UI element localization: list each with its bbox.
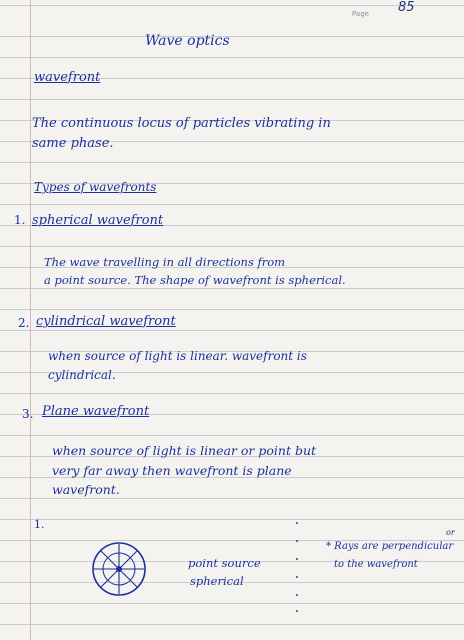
item-heading-3: Plane wavefront <box>42 404 150 419</box>
item-2-line-2: cylindrical. <box>48 368 116 382</box>
figure-note-line-1: * Rays are perpendicular <box>326 541 454 552</box>
item-2-line-1: when source of light is linear. wavefront is <box>48 349 307 363</box>
item-number-1: 1. <box>14 213 26 227</box>
page-title: Wave optics <box>145 33 230 49</box>
definition-line-1: The continuous locus of particles vibrating in <box>32 116 331 131</box>
item-number-3: 3. <box>22 407 34 421</box>
page-number: 85 <box>398 0 415 15</box>
item-3-line-2: very far away then wavefront is plane <box>52 463 292 478</box>
definition-line-2: same phase. <box>32 136 114 151</box>
item-heading-1: spherical wavefront <box>32 213 164 228</box>
section-heading: wavefront <box>34 70 101 85</box>
item-3-line-3: wavefront. <box>52 482 120 497</box>
dotted-divider <box>294 522 300 612</box>
figure-label-line-2: spherical <box>190 574 244 588</box>
figure-note-or: or <box>446 528 455 537</box>
page-label: Page <box>352 10 369 18</box>
item-1-line-1: The wave travelling in all directions from <box>44 255 286 269</box>
figure-note-line-2: to the wavefront <box>334 559 418 570</box>
spherical-wavefront-diagram <box>90 540 148 598</box>
item-heading-2: cylindrical wavefront <box>36 314 176 329</box>
item-number-2: 2. <box>18 316 30 330</box>
figure-number: 1. <box>34 518 45 531</box>
item-1-line-2: a point source. The shape of wavefront is spherical. <box>44 273 346 287</box>
figure-label-line-1: point source <box>188 556 261 570</box>
item-3-line-1: when source of light is linear or point but <box>52 443 317 458</box>
types-heading: Types of wavefronts <box>34 180 157 194</box>
margin-line <box>30 0 31 640</box>
